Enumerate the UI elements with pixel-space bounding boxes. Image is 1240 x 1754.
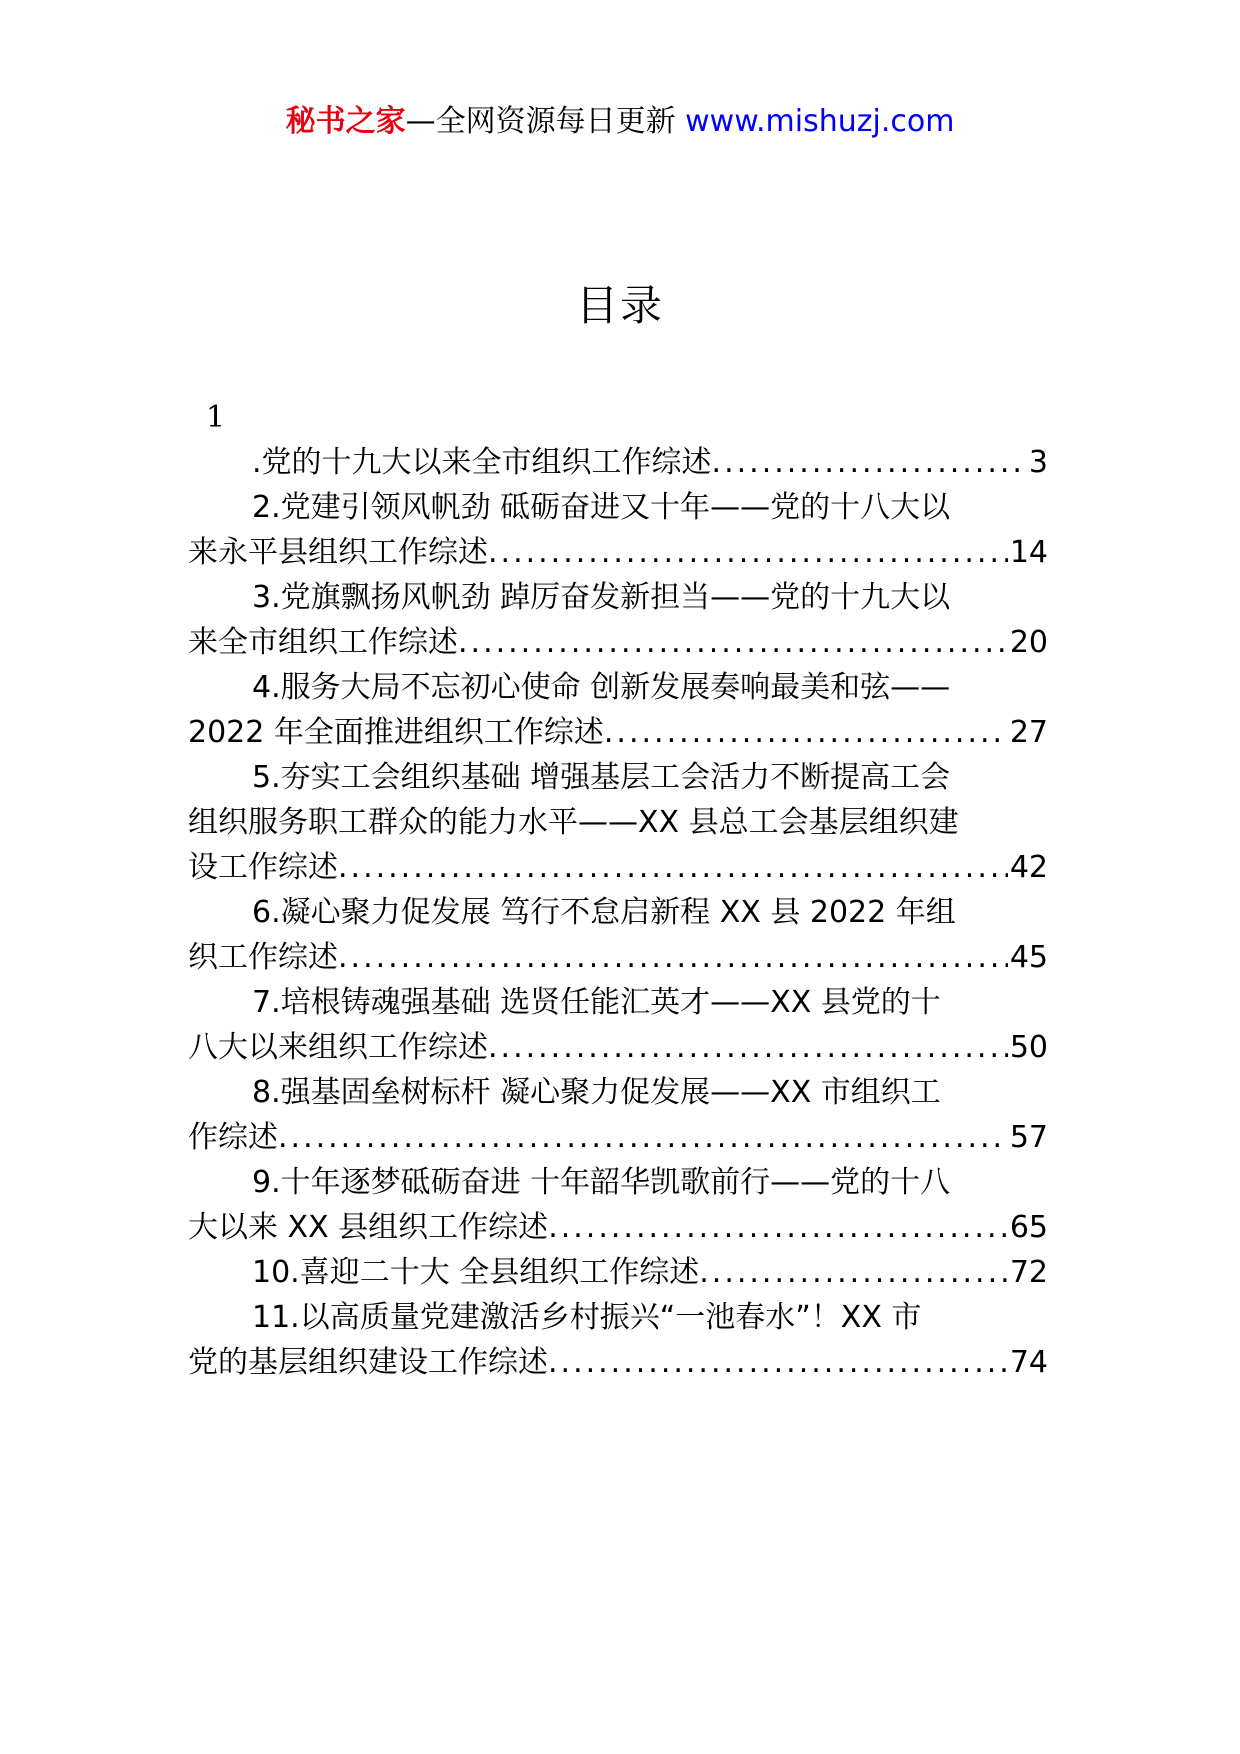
table-of-contents	[188, 440, 1048, 1385]
toc-entry-text: 4.服务大局不忘初心使命 创新发展奏响最美和弦——	[252, 670, 951, 705]
toc-entry-text: 来永平县组织工作综述	[188, 535, 488, 570]
toc-page-number: 45	[1009, 940, 1048, 975]
toc-entry-text: 8.强基固垒树标杆 凝心聚力促发展——XX 市组织工	[252, 1075, 941, 1110]
list-number-marker: 1	[206, 400, 226, 435]
toc-entry[interactable]	[188, 1295, 1048, 1385]
toc-entry[interactable]	[188, 755, 1048, 890]
site-header	[0, 102, 1240, 142]
toc-leader-dots	[604, 710, 1008, 755]
toc-page-number: 50	[1009, 1030, 1048, 1065]
toc-entry[interactable]	[188, 1070, 1048, 1160]
toc-entry-text: 作综述	[188, 1120, 278, 1155]
toc-entry-text: 织工作综述	[188, 940, 338, 975]
site-url-link[interactable]: www.mishuzj.com	[685, 104, 955, 139]
toc-entry-text: 2022 年全面推进组织工作综述	[188, 715, 604, 750]
toc-leader-dots	[699, 1250, 1008, 1295]
toc-leader-dots	[488, 1025, 1008, 1070]
toc-entry-text: 6.凝心聚力促发展 笃行不怠启新程 XX 县 2022 年组	[252, 895, 956, 930]
brand-name: 秘书之家	[285, 104, 406, 139]
toc-entry-text: 7.培根铸魂强基础 选贤任能汇英才——XX 县党的十	[252, 985, 941, 1020]
toc-page-number: 14	[1009, 535, 1048, 570]
toc-leader-dots	[338, 935, 1008, 980]
toc-entry-text: 大以来 XX 县组织工作综述	[188, 1210, 549, 1245]
toc-entry[interactable]	[188, 980, 1048, 1070]
toc-entry-text: 来全市组织工作综述	[188, 625, 458, 660]
toc-entry-text: 2.党建引领风帆劲 砥砺奋进又十年——党的十八大以	[252, 490, 951, 525]
toc-entry-text: 党的基层组织建设工作综述	[188, 1345, 548, 1380]
toc-page-number: 27	[1009, 715, 1048, 750]
toc-entry[interactable]	[188, 440, 1048, 485]
toc-entry[interactable]	[188, 890, 1048, 980]
toc-leader-dots	[548, 1340, 1008, 1385]
toc-page-number: 65	[1009, 1210, 1048, 1245]
toc-entry[interactable]	[188, 665, 1048, 755]
toc-entry-text: 9.十年逐梦砥砺奋进 十年韶华凯歌前行——党的十八	[252, 1165, 951, 1200]
toc-page-number: 72	[1009, 1255, 1048, 1290]
toc-entry-text: 10.喜迎二十大 全县组织工作综述	[252, 1255, 700, 1290]
toc-entry-text: .党的十九大以来全市组织工作综述	[252, 445, 712, 480]
toc-entry-text: 组织服务职工群众的能力水平——XX 县总工会基层组织建	[188, 805, 959, 840]
toc-leader-dots	[712, 440, 1027, 485]
toc-entry-text: 5.夯实工会组织基础 增强基层工会活力不断提高工会	[252, 760, 951, 795]
page-title: 目录	[575, 281, 664, 330]
header-slogan: —全网资源每日更新	[405, 104, 676, 139]
toc-page-number: 3	[1028, 445, 1048, 480]
toc-page-number: 57	[1009, 1120, 1048, 1155]
toc-entry-text: 设工作综述	[188, 850, 338, 885]
toc-entry[interactable]	[188, 575, 1048, 665]
toc-page-number: 20	[1009, 625, 1048, 660]
toc-entry-text: 3.党旗飘扬风帆劲 踔厉奋发新担当——党的十九大以	[252, 580, 951, 615]
toc-page-number: 42	[1009, 850, 1048, 885]
toc-leader-dots	[338, 845, 1008, 890]
toc-leader-dots	[458, 620, 1008, 665]
toc-entry[interactable]	[188, 1250, 1048, 1295]
toc-page-number: 74	[1009, 1345, 1048, 1380]
toc-entry-text: 八大以来组织工作综述	[188, 1030, 488, 1065]
toc-entry[interactable]	[188, 485, 1048, 575]
toc-leader-dots	[278, 1115, 1008, 1160]
toc-entry-text: 11.以高质量党建激活乡村振兴“一池春水”！XX 市	[252, 1300, 922, 1335]
toc-entry[interactable]	[188, 1160, 1048, 1250]
toc-leader-dots	[548, 1205, 1008, 1250]
toc-leader-dots	[488, 530, 1008, 575]
